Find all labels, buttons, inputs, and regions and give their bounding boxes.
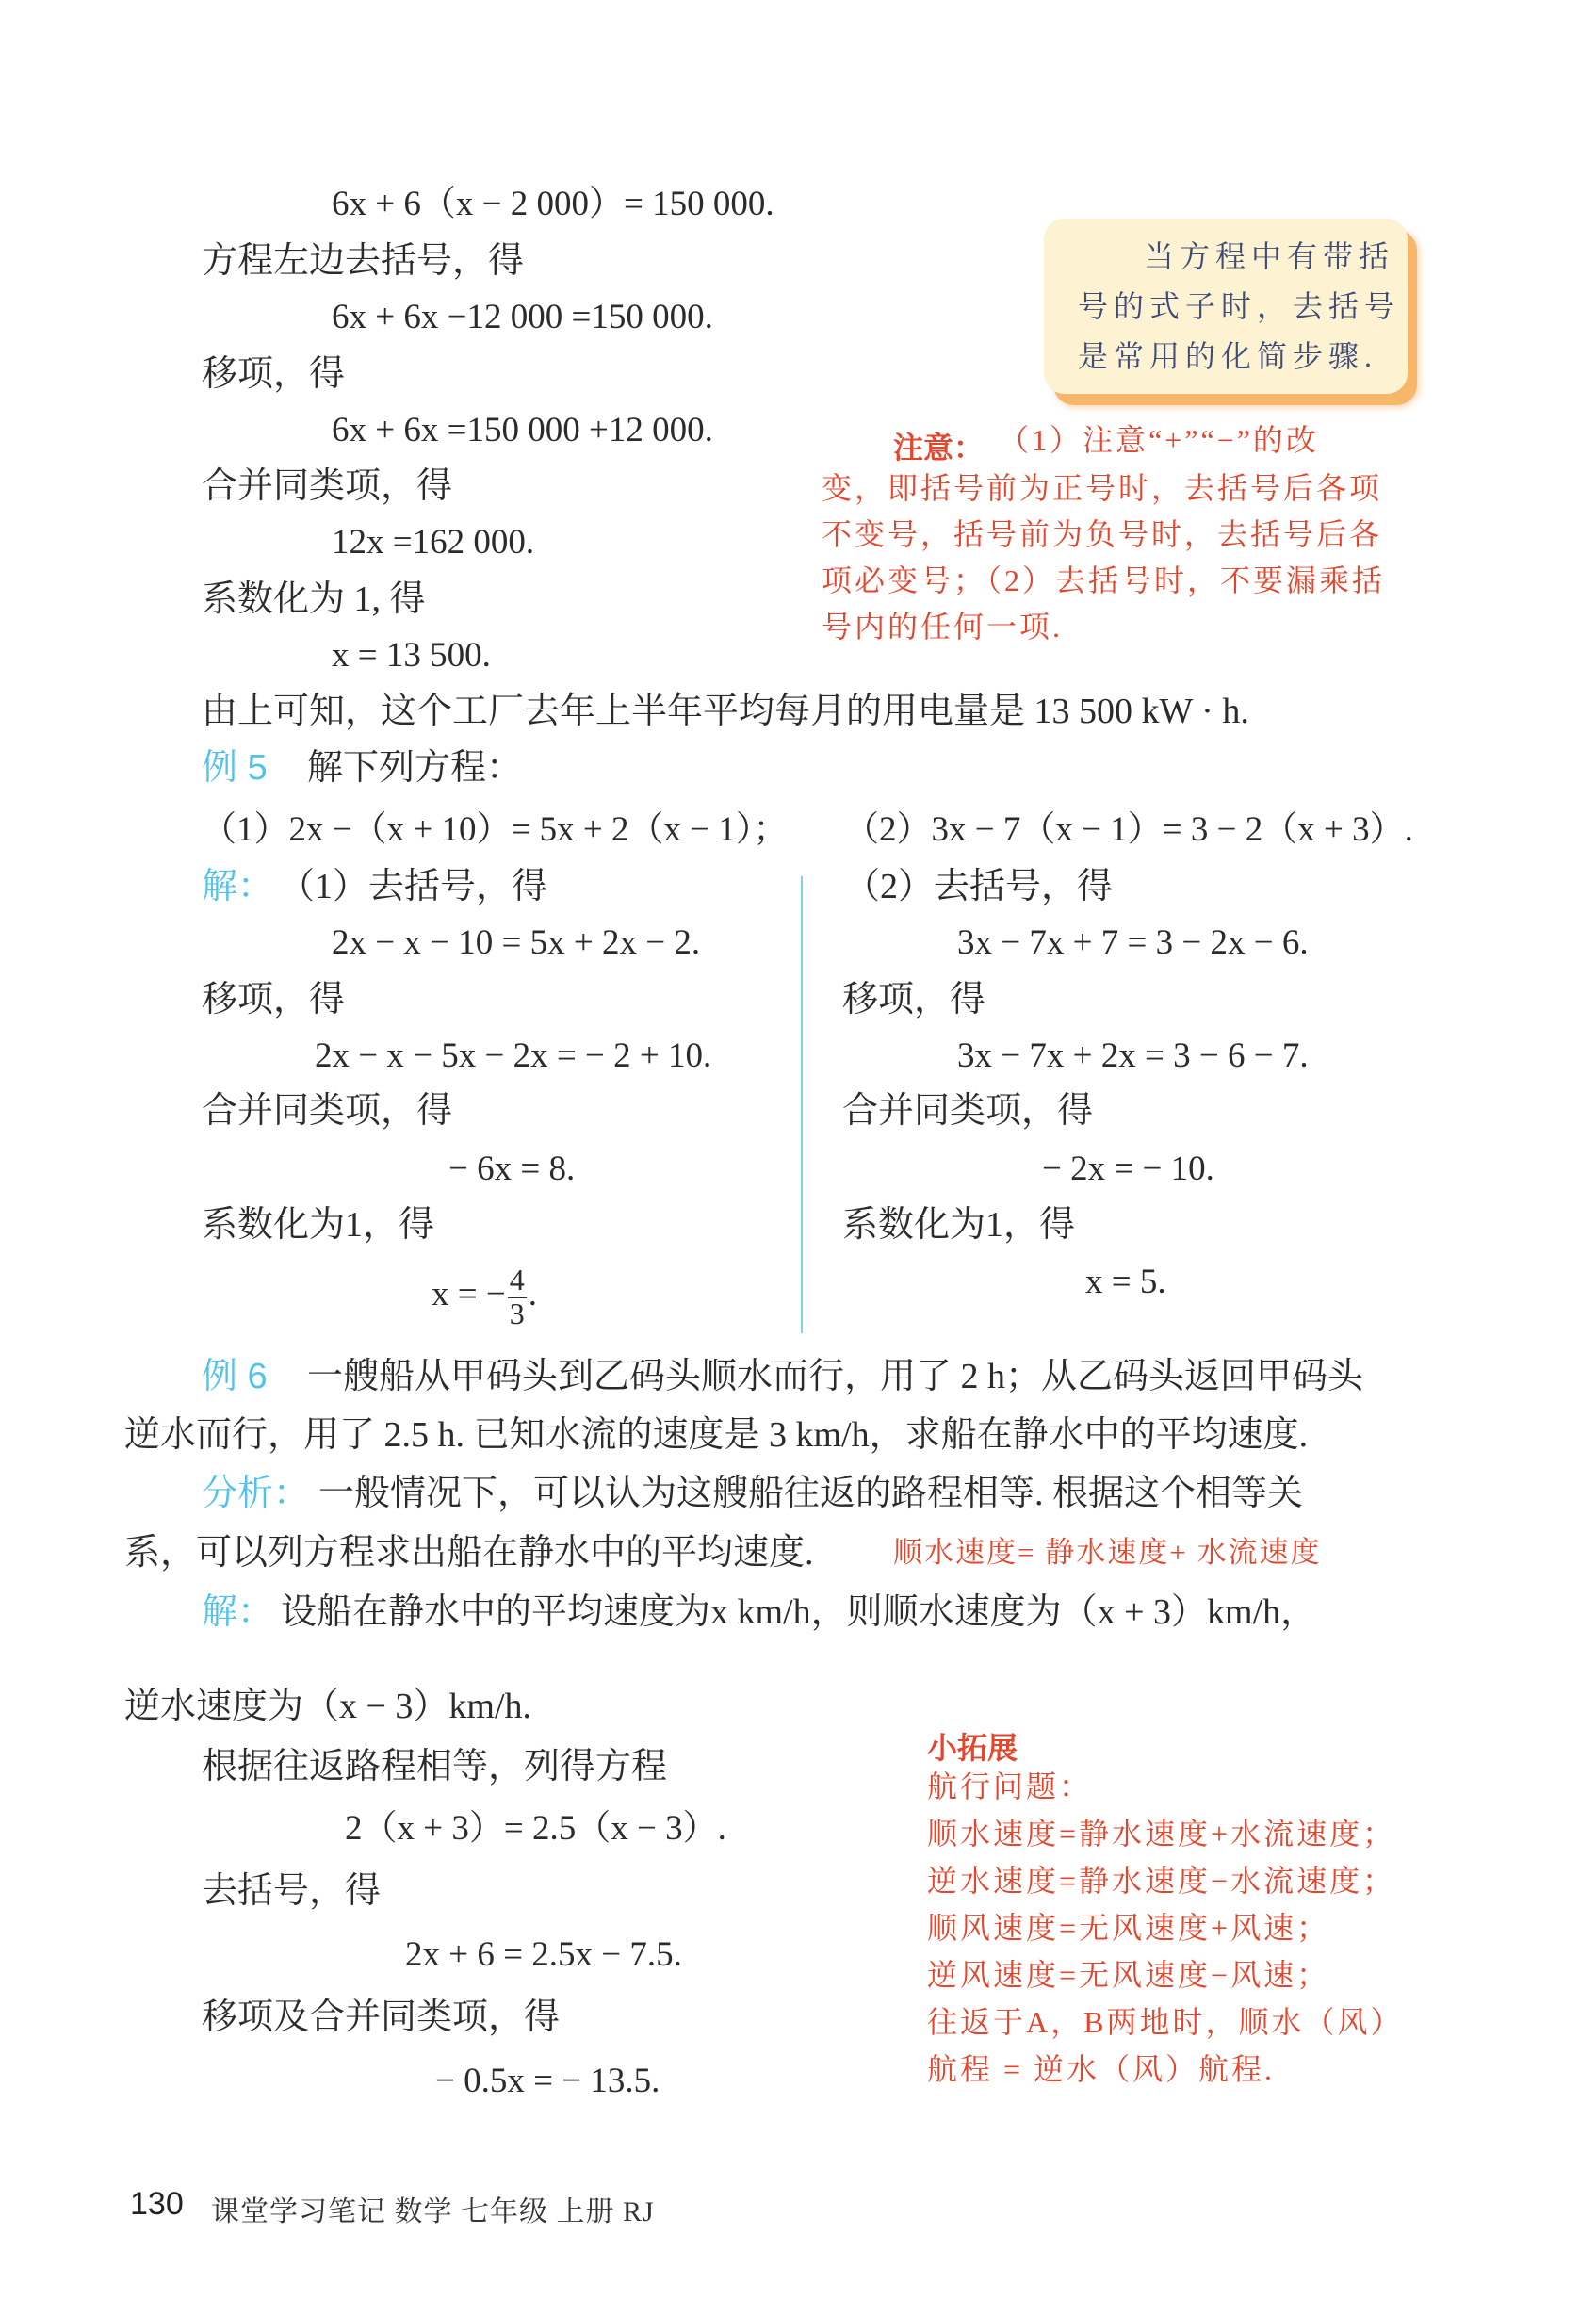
extension-line: 航程 = 逆水（风）航程. [927, 2052, 1276, 2086]
attention-line: 号内的任何一项. [822, 610, 1064, 644]
problem-2: （2）3x − 7（x − 1）= 3 − 2（x + 3）. [844, 810, 1413, 849]
equation-line: 6x + 6（x − 2 000）= 150 000. [332, 185, 774, 223]
step-text: 移项及合并同类项，得 [202, 1998, 561, 2037]
equation-line: 2x − x − 10 = 5x + 2x − 2. [332, 923, 701, 962]
step-text: 去括号，得 [202, 1871, 382, 1911]
result-tail: . [528, 1275, 537, 1314]
book-title: 课堂学习笔记 数学 七年级 上册 RJ [211, 2196, 655, 2227]
step-text: 系数化为1，得 [842, 1205, 1076, 1245]
example-label: 例 5 [202, 748, 268, 788]
extension-line: 逆风速度=无风速度−风速； [927, 1958, 1330, 1992]
analysis-label: 分析： [202, 1474, 310, 1513]
example-prompt: 解下列方程： [307, 748, 523, 788]
step-text: 移项，得 [202, 354, 346, 394]
attention-title: 注意： [893, 431, 985, 465]
extension-line: 逆水速度=静水速度−水流速度； [927, 1864, 1396, 1898]
attention-line: （1）注意“+”“−”的改 [999, 423, 1319, 457]
problem-text: 逆水而行，用了 2.5 h. 已知水流的速度是 3 km/h，求船在静水中的平均速度. [124, 1415, 1309, 1455]
equation-line: 3x − 7x + 2x = 3 − 6 − 7. [957, 1036, 1309, 1075]
attention-line: 项必变号；（2）去括号时，不要漏乘括 [822, 563, 1386, 597]
extension-line: 顺水速度=静水速度+水流速度； [927, 1817, 1396, 1851]
step-text: 合并同类项，得 [202, 1091, 453, 1131]
step-text: 方程左边去括号，得 [202, 241, 525, 281]
analysis-text: 一般情况下，可以认为这艘船往返的路程相等. 根据这个相等关 [318, 1474, 1304, 1513]
extension-title: 小拓展 [927, 1731, 1018, 1765]
step-text: 系数化为1，得 [202, 1205, 435, 1245]
equation-line: 12x =162 000. [332, 523, 535, 562]
tip-line: 号的式子时，去括号 [1078, 289, 1401, 323]
equation-line: 6x + 6x =150 000 +12 000. [332, 411, 713, 449]
solution-label: 解： [202, 1592, 274, 1632]
solution-text: 设船在静水中的平均速度为x km/h，则顺水速度为（x + 3）km/h， [281, 1592, 1317, 1632]
equation-line: − 6x = 8. [448, 1150, 576, 1188]
denominator: 3 [509, 1296, 525, 1330]
step-text: （1）去括号，得 [279, 867, 548, 906]
equation-line: − 2x = − 10. [1042, 1150, 1214, 1188]
equation-line: 2x + 6 = 2.5x − 7.5. [405, 1935, 682, 1974]
step-text: 根据往返路程相等，列得方程 [202, 1747, 668, 1786]
equation-line: 6x + 6x −12 000 =150 000. [332, 298, 713, 336]
example-label: 例 6 [202, 1357, 268, 1396]
tip-line: 当方程中有带括 [1144, 239, 1395, 273]
step-text: 系数化为 1, 得 [202, 579, 426, 619]
step-text: 移项，得 [202, 980, 346, 1019]
step-text: 移项，得 [842, 980, 986, 1019]
problem-1: （1）2x −（x + 10）= 5x + 2（x − 1）； [202, 810, 789, 849]
equation-line: 3x − 7x + 7 = 3 − 2x − 6. [957, 923, 1309, 962]
tip-box [1044, 219, 1408, 394]
page-number: 130 [130, 2186, 184, 2222]
fraction [508, 1264, 527, 1329]
analysis-text: 系，可以列方程求出船在静水中的平均速度. [124, 1533, 814, 1573]
extension-line: 顺风速度=无风速度+风速； [927, 1911, 1330, 1945]
extension-line: 往返于A，B两地时，顺水（风） [927, 2005, 1404, 2039]
step-text: （2）去括号，得 [844, 867, 1114, 906]
attention-line: 不变号，括号前为负号时，去括号后各 [822, 517, 1383, 551]
numerator: 4 [509, 1263, 525, 1297]
equation-line: 2x − x − 5x − 2x = − 2 + 10. [315, 1036, 712, 1075]
result-lhs: x = − [432, 1275, 506, 1314]
equation-line: 2（x + 3）= 2.5（x − 3）. [345, 1809, 726, 1848]
attention-line: 变，即括号前为正号时，去括号后各项 [822, 471, 1383, 505]
handwritten-note: 顺水速度= 静水速度+ 水流速度 [893, 1536, 1322, 1569]
equation-line: x = 13 500. [332, 636, 491, 675]
equation-line: x = 5. [1085, 1263, 1166, 1301]
tip-line: 是常用的化简步骤. [1078, 339, 1378, 373]
extension-line: 航行问题： [927, 1770, 1093, 1803]
conclusion-text: 由上可知，这个工厂去年上半年平均每月的用电量是 13 500 kW · h. [202, 692, 1249, 731]
equation-line: − 0.5x = − 13.5. [435, 2062, 660, 2100]
column-divider [801, 876, 803, 1333]
step-text: 合并同类项，得 [842, 1091, 1094, 1131]
problem-text: 一艘船从甲码头到乙码头顺水而行，用了 2 h；从乙码头返回甲码头 [307, 1357, 1364, 1396]
solution-label: 解： [202, 867, 274, 906]
fraction-result [432, 1264, 537, 1329]
step-text: 合并同类项，得 [202, 466, 453, 506]
solution-text: 逆水速度为（x − 3）km/h. [124, 1687, 532, 1726]
